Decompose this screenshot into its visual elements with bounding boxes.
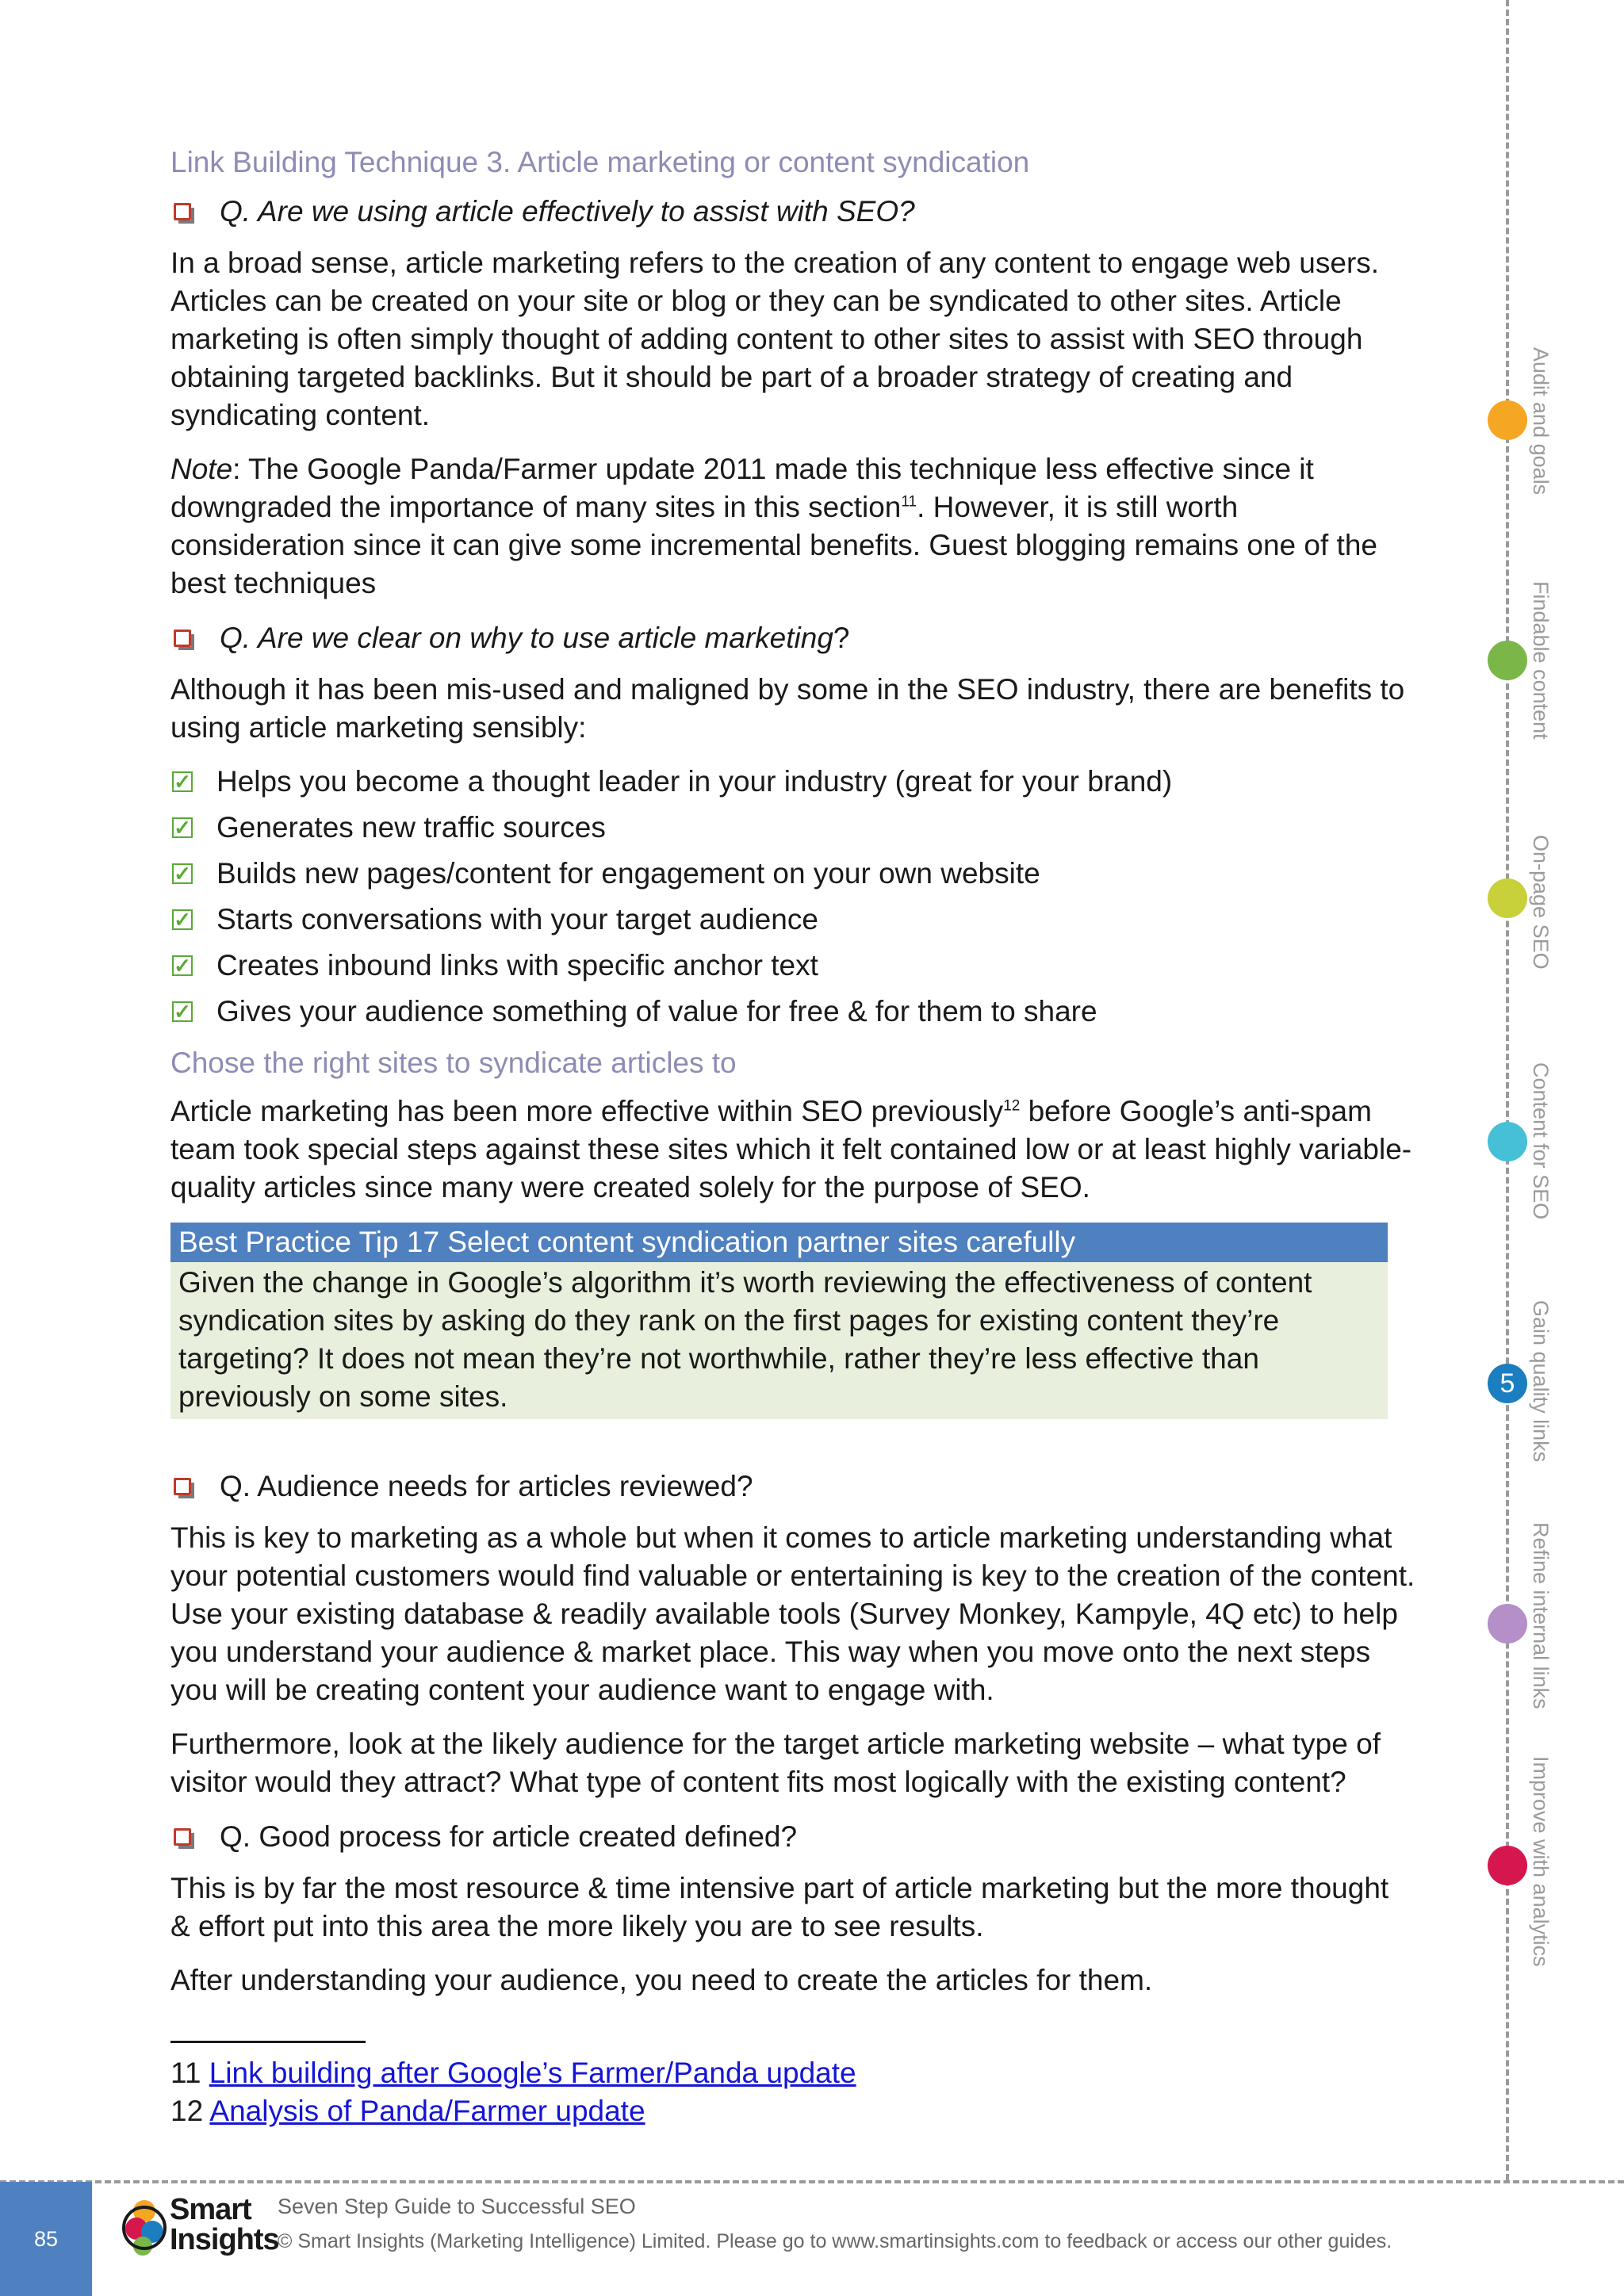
checkmark-icon: ✓: [172, 817, 193, 838]
note-paragraph: [170, 450, 1415, 603]
checkbox-square-icon: [174, 203, 191, 220]
step-dot-internal: [1488, 1604, 1527, 1644]
list-item: [170, 947, 1415, 985]
paragraph: This is key to marketing as a whole but when it comes to article marketing understanding what your potential customers would find valuable or entertaining is key to the creation of the content. Use your existing database & readily available tools (Survey Monkey, Kampyle, 4Q etc) to help you understand your audience & market place. This way when you move onto the next steps you will be creating content your audience want to engage with.: [170, 1521, 1415, 1706]
section-heading: Link Building Technique 3. Article marketing or content syndication: [170, 146, 1030, 178]
question-tail: ?: [833, 622, 850, 654]
note-text-a: : The Google Panda/Farmer update 2011 made this technique less effective since it downgraded the importance of many sites in this section: [170, 453, 1314, 523]
best-practice-tip: [170, 1223, 1388, 1419]
step-dot-audit: [1488, 400, 1527, 440]
list-item-text: Builds new pages/content for engagement on your own website: [216, 857, 1040, 890]
question-item: [170, 192, 1415, 232]
list-item: [170, 763, 1415, 801]
footnote-number: 12: [170, 2095, 204, 2127]
logo-line: Insights: [170, 2223, 279, 2256]
checkmark-icon: ✓: [172, 955, 193, 976]
checkmark-icon: ✓: [172, 1001, 193, 1022]
question-item: [170, 1817, 1415, 1857]
checkmark-icon: ✓: [172, 863, 193, 884]
list-item: [170, 993, 1415, 1031]
list-item: [170, 809, 1415, 847]
paragraph: After understanding your audience, you need to create the articles for them.: [170, 1964, 1153, 1996]
question-item: [170, 618, 1415, 658]
step-label-audit: Audit and goals: [1529, 347, 1553, 496]
paragraph: This is by far the most resource & time intensive part of article marketing but the more thought & effort put into this area the more likely you are to see results.: [170, 1872, 1389, 1942]
step-dot-links-current: 5: [1488, 1364, 1527, 1403]
question-text: Q. Good process for article created defined?: [220, 1820, 798, 1853]
benefits-list: [170, 763, 1415, 1031]
question-text: Q. Are we using article effectively to assist with SEO?: [220, 195, 915, 228]
step-label-onpage: On-page SEO: [1529, 835, 1553, 970]
list-item-text: Creates inbound links with specific anchor text: [216, 949, 818, 982]
footnote: [170, 2054, 1415, 2092]
checkbox-square-icon: [174, 1828, 191, 1846]
paragraph-text-b: before Google’s anti-spam team took special steps against these sites which it felt contained low or at least highly variable-quality articles since many were created solely for the purpose of SEO.: [170, 1095, 1412, 1203]
tip-body: Given the change in Google’s algorithm it’s worth reviewing the effectiveness of content syndication sites by asking do they rank on the first pages for existing content they’re targeting? It does not mean they’re not worthwhile, rather they’re less effective than previously on some sites.: [170, 1262, 1388, 1419]
footnote-link[interactable]: Link building after Google’s Farmer/Panda update: [209, 2057, 856, 2089]
paragraph-text-a: Article marketing has been more effective within SEO previously: [170, 1095, 1004, 1127]
step-label-analytics: Improve with analytics: [1529, 1756, 1553, 1967]
step-label-findable: Findable content: [1529, 581, 1553, 740]
step-dot-findable: [1488, 641, 1527, 680]
list-item-text: Helps you become a thought leader in your industry (great for your brand): [216, 765, 1173, 798]
footnote-ref: 12: [1003, 1097, 1021, 1115]
step-label-internal: Refine internal links: [1529, 1522, 1553, 1709]
section-heading: Chose the right sites to syndicate articles to: [170, 1047, 737, 1079]
question-text: Q. Are we clear on why to use article marketing: [220, 622, 833, 654]
step-dot-analytics: [1488, 1846, 1527, 1885]
checkmark-icon: ✓: [172, 909, 193, 930]
paragraph: Furthermore, look at the likely audience for the target article marketing website – what type of visitor would they attract? What type of content fits most logically with the existing content?: [170, 1728, 1381, 1798]
checkbox-square-icon: [174, 629, 191, 647]
footer-title: Seven Step Guide to Successful SEO: [278, 2195, 636, 2218]
paragraph: [170, 1093, 1415, 1207]
note-text-b: . However, it is still worth consideration since it can give some incremental benefits. Guest blogging remains one of the best techniques: [170, 491, 1377, 599]
list-item-text: Gives your audience something of value for free & for them to share: [216, 995, 1097, 1027]
step-dot-content: [1488, 1122, 1527, 1161]
question-text: Q. Audience needs for articles reviewed?: [220, 1470, 753, 1502]
checkmark-icon: ✓: [172, 771, 193, 792]
list-item-text: Starts conversations with your target audience: [216, 903, 818, 936]
list-item-text: Generates new traffic sources: [216, 811, 606, 844]
paragraph: In a broad sense, article marketing refers to the creation of any content to engage web users. Articles can be created on your site or blog or they can be syndicated to other sites. Article marketing is often simply thought of adding content to other sites to assist with SEO through obtaining targeted backlinks. But it should be part of a broader strategy of creating and syndicating content.: [170, 247, 1380, 431]
footer-divider: [0, 2180, 1624, 2183]
list-item: [170, 855, 1415, 893]
footnote-number: 11: [170, 2057, 201, 2089]
note-label: Note: [170, 453, 233, 485]
footnote-ref: 11: [901, 493, 917, 511]
footnote-link[interactable]: Analysis of Panda/Farmer update: [209, 2095, 645, 2127]
page-number: 85: [0, 2182, 92, 2296]
main-content: [170, 143, 1415, 2130]
logo-line: Smart: [170, 2193, 251, 2226]
list-item: [170, 901, 1415, 939]
footnote: [170, 2092, 1415, 2130]
footer-copyright: © Smart Insights (Marketing Intelligence) Limited. Please go to www.smartinsights.com to feedback or access our other guides.: [278, 2230, 1392, 2252]
checkbox-square-icon: [174, 1478, 191, 1495]
step-dot-onpage: [1488, 878, 1527, 918]
paragraph: Although it has been mis-used and maligned by some in the SEO industry, there are benefits to using article marketing sensibly:: [170, 673, 1405, 744]
step-label-links: Gain quality links: [1529, 1300, 1553, 1463]
question-item: [170, 1467, 1415, 1506]
step-label-content: Content for SEO: [1529, 1062, 1553, 1220]
footnote-divider: [170, 2041, 366, 2043]
tip-header: Best Practice Tip 17 Select content syndication partner sites carefully: [170, 1223, 1388, 1262]
logo-wordmark: [170, 2195, 279, 2255]
